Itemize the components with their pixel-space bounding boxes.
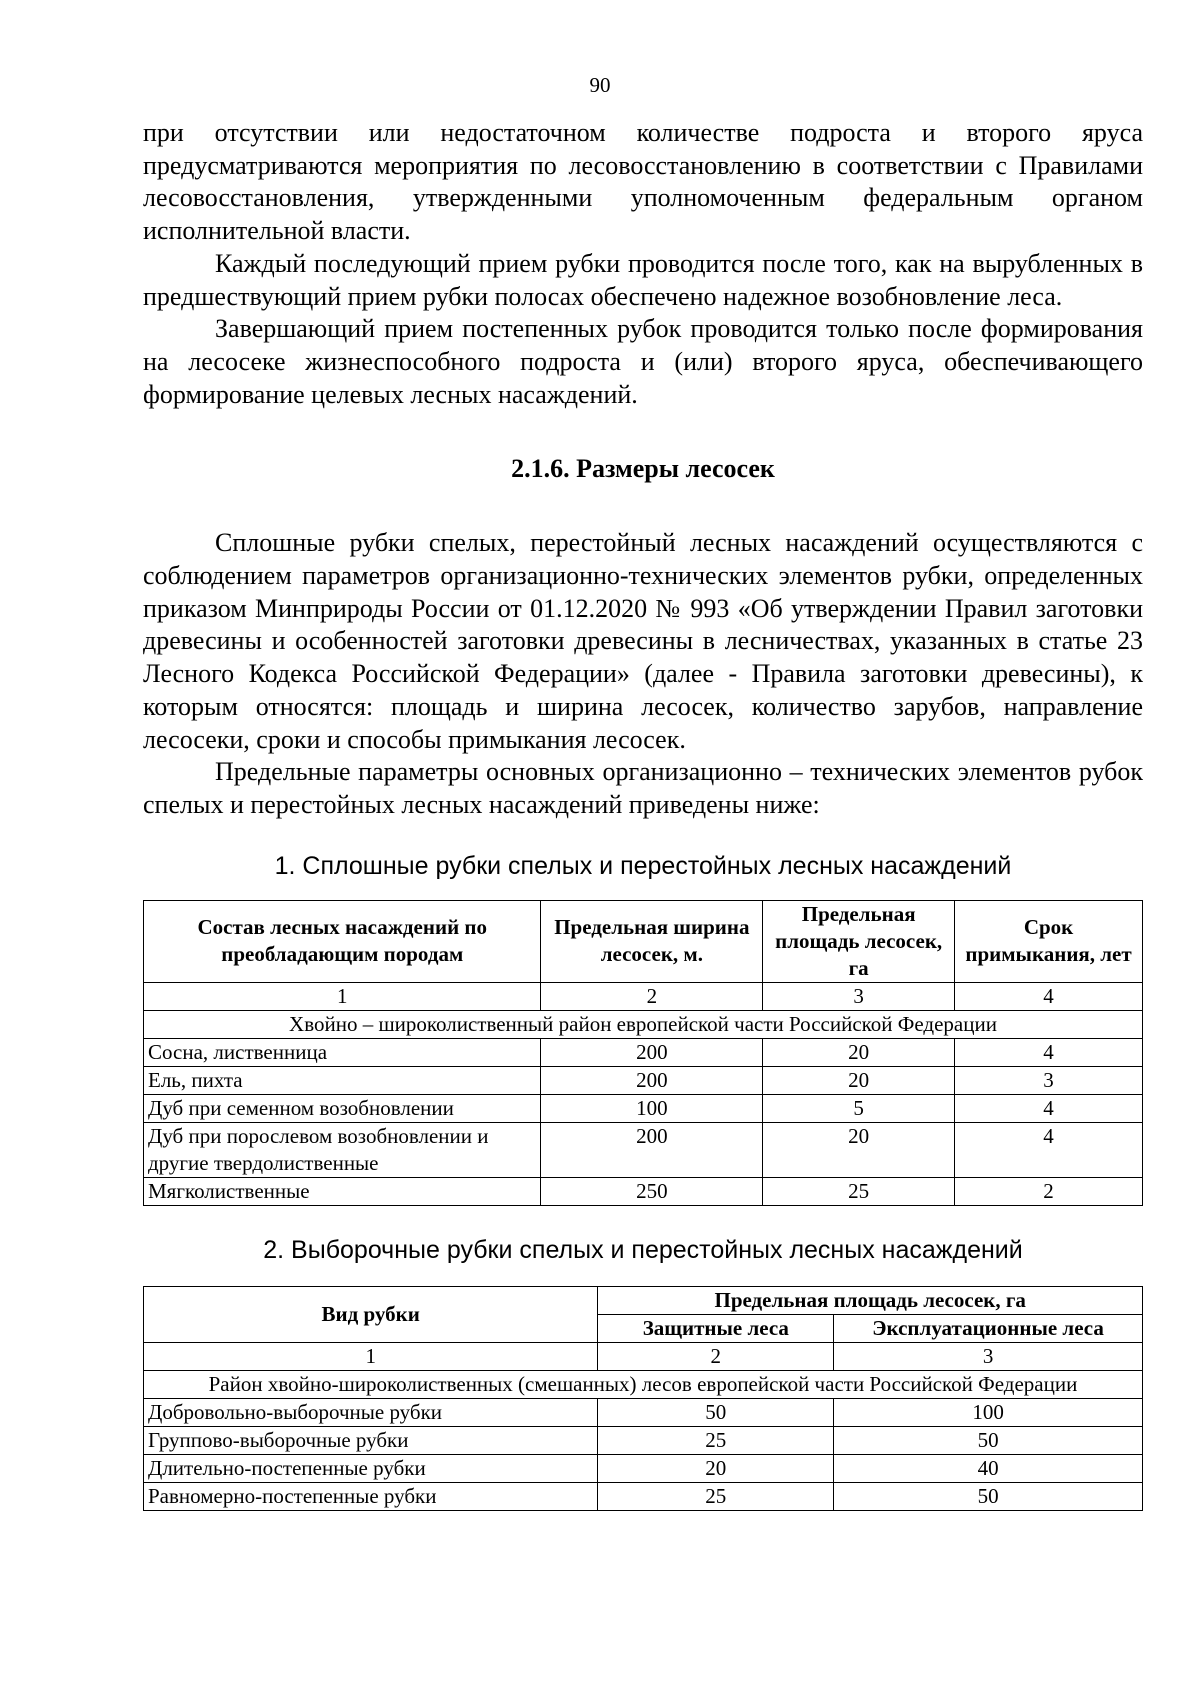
table-region-row (144, 1370, 1143, 1398)
table-cell: 3 (834, 1342, 1143, 1370)
table1-caption: 1. Сплошные рубки спелых и перестойных лесных насаждений (274, 851, 1012, 880)
table-numbering-row (144, 1342, 1143, 1370)
table-header: Предельная ширина лесосек, м. (541, 900, 763, 982)
table-cell: 2 (955, 1177, 1143, 1205)
paragraph: при отсутствии или недостаточном количестве подроста и второго яруса предусматриваются мероприятия по лесовосстановлению в соответствии с Правилами лесовосстановления, утвержденными уполномоченным федеральным органом исполнительной власти. (143, 118, 1143, 246)
intro-text (143, 117, 1143, 411)
table-row (144, 1122, 1143, 1177)
table-row (144, 1398, 1143, 1426)
table-header-row (144, 900, 1143, 982)
table-header: Состав лесных насаждений по преобладающим породам (144, 900, 541, 982)
table-cell: 4 (955, 1122, 1143, 1177)
table-cell: 50 (834, 1482, 1143, 1510)
table-header: Предельная площадь лесосек, га (763, 900, 955, 982)
table-cell: 5 (763, 1094, 955, 1122)
table-cell: Добровольно-выборочные рубки (144, 1398, 598, 1426)
table-cell: 250 (541, 1177, 763, 1205)
table-cell: Район хвойно-широколиственных (смешанных) лесов европейской части Российской Федерации (144, 1370, 1143, 1398)
clearcut-table (143, 900, 1143, 1206)
table-cell: 4 (955, 1094, 1143, 1122)
table-cell: 1 (144, 982, 541, 1010)
table-cell: 50 (834, 1426, 1143, 1454)
table-cell: Дуб при порослевом возобновлении и другие твердолиственные (144, 1122, 541, 1177)
table-header: Защитные леса (598, 1314, 834, 1342)
table-cell: 3 (955, 1066, 1143, 1094)
paragraph: Каждый последующий прием рубки проводится после того, как на вырубленных в предшествующий прием рубки полосах обеспечено надежное возобновление леса. (143, 248, 1143, 311)
table-header: Эксплуатационные леса (834, 1314, 1143, 1342)
table-cell: 25 (763, 1177, 955, 1205)
table-cell: Дуб при семенном возобновлении (144, 1094, 541, 1122)
selective-cut-table (143, 1286, 1143, 1511)
table-row (144, 1038, 1143, 1066)
table-cell: Длительно-постепенные рубки (144, 1454, 598, 1482)
table-numbering-row (144, 982, 1143, 1010)
table-row (144, 1426, 1143, 1454)
paragraph: Предельные параметры основных организационно – технических элементов рубок спелых и перестойных лесных насаждений приведены ниже: (143, 757, 1143, 819)
table-cell: 40 (834, 1454, 1143, 1482)
table-row (144, 1482, 1143, 1510)
table-header: Срок примыкания, лет (955, 900, 1143, 982)
table-cell: 25 (598, 1482, 834, 1510)
table-cell: Мягколиственные (144, 1177, 541, 1205)
table-cell: 3 (763, 982, 955, 1010)
table-cell: 200 (541, 1038, 763, 1066)
document-body (143, 117, 1143, 1511)
table-row (144, 1094, 1143, 1122)
table-header: Предельная площадь лесосек, га (598, 1286, 1143, 1314)
section-text (143, 527, 1143, 821)
table-cell: 4 (955, 982, 1143, 1010)
page-number: 90 (589, 73, 611, 97)
table-cell: Группово-выборочные рубки (144, 1426, 598, 1454)
table-row (144, 1177, 1143, 1205)
paragraph: Сплошные рубки спелых, перестойный лесных насаждений осуществляются с соблюдением параметров организационно-технических элементов рубки, определенных приказом Минприроды России от 01.12.2020 № 993 «Об утверждении Правил заготовки древесины и особенностей заготовки древесины в лесничествах, указанных в статье 23 Лесного Кодекса Российской Федерации» (далее - Правила заготовки древесины), к которым относятся: площадь и ширина лесосек, количество зарубов, направление лесосеки, сроки и способы примыкания лесосек. (143, 528, 1143, 754)
table-cell: 20 (763, 1122, 955, 1177)
table-cell: 50 (598, 1398, 834, 1426)
table-cell: 200 (541, 1066, 763, 1094)
table-cell: 2 (598, 1342, 834, 1370)
table-cell: 4 (955, 1038, 1143, 1066)
table-cell: 100 (541, 1094, 763, 1122)
table-cell: 20 (763, 1066, 955, 1094)
table-cell: 25 (598, 1426, 834, 1454)
table2-caption: 2. Выборочные рубки спелых и перестойных лесных насаждений (263, 1235, 1023, 1264)
table-header: Вид рубки (144, 1286, 598, 1342)
table-cell: 20 (763, 1038, 955, 1066)
table-row (144, 1454, 1143, 1482)
table-row (144, 1066, 1143, 1094)
table-cell: 200 (541, 1122, 763, 1177)
table-cell: 1 (144, 1342, 598, 1370)
table-cell: Ель, пихта (144, 1066, 541, 1094)
table-cell: Сосна, лиственница (144, 1038, 541, 1066)
table-region-row (144, 1010, 1143, 1038)
table-cell: 100 (834, 1398, 1143, 1426)
table-cell: 2 (541, 982, 763, 1010)
table-cell: Равномерно-постепенные рубки (144, 1482, 598, 1510)
table-cell: Хвойно – широколиственный район европейской части Российской Федерации (144, 1010, 1143, 1038)
table-cell: 20 (598, 1454, 834, 1482)
table-header-row (144, 1286, 1143, 1314)
paragraph: Завершающий прием постепенных рубок проводится только после формирования на лесосеке жизнеспособного подроста и (или) второго яруса, обеспечивающего формирование целевых лесных насаждений. (143, 314, 1143, 409)
section-heading: 2.1.6. Размеры лесосек (511, 454, 775, 484)
